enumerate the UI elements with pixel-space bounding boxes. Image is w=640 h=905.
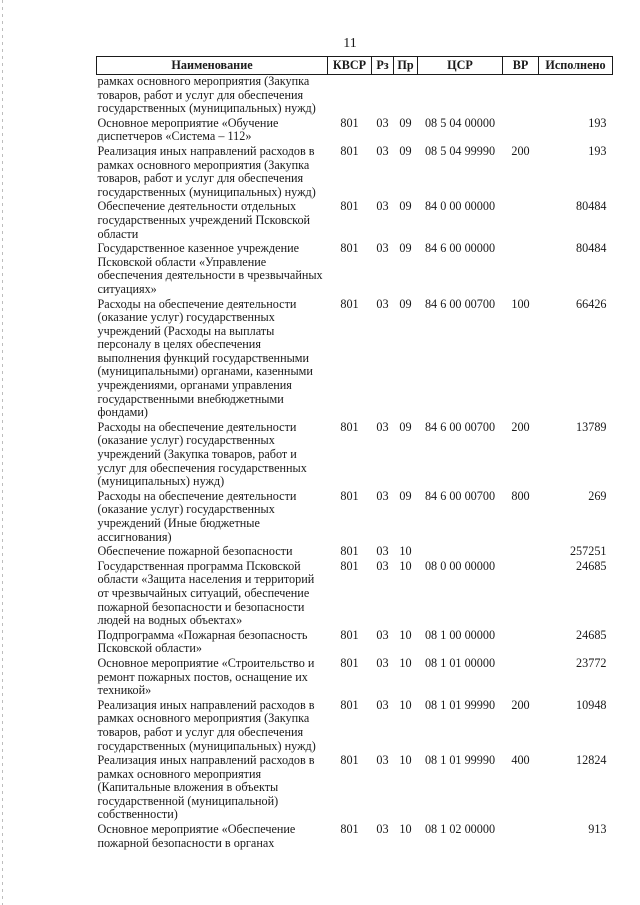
table-row — [97, 754, 613, 823]
cell-pr: 09 — [399, 241, 412, 256]
cell-pr: 10 — [399, 558, 412, 573]
cell-csr: 84 6 00 00700 — [424, 488, 496, 503]
cell-vr: 400 — [511, 753, 530, 768]
cell-name: Основное мероприятие «Строительство и ремонт пожарных постов, оснащение их техникой» — [97, 655, 315, 698]
cell-name: Обеспечение деятельности отдельных государственных учреждений Псковской области — [97, 199, 311, 241]
cell-kvsr — [328, 75, 372, 117]
cell-name: Обеспечение пожарной безопасности — [97, 544, 293, 559]
cell-executed — [539, 75, 613, 117]
cell-csr: 08 1 02 00000 — [424, 822, 496, 837]
cell-vr: 100 — [511, 296, 530, 311]
cell-vr: 800 — [511, 488, 530, 503]
cell-rz — [372, 75, 394, 117]
cell-rz: 03 — [376, 697, 389, 712]
table-row — [97, 117, 613, 145]
cell-rz: 03 — [376, 419, 389, 434]
cell-kvsr: 801 — [340, 655, 359, 670]
cell-csr: 84 6 00 00700 — [424, 296, 496, 311]
cell-csr — [418, 75, 503, 117]
table-row — [97, 657, 613, 699]
cell-vr — [503, 117, 539, 145]
table-row — [97, 75, 613, 117]
cell-vr — [503, 242, 539, 297]
cell-csr: 84 6 00 00700 — [424, 419, 496, 434]
cell-vr — [503, 75, 539, 117]
budget-table — [96, 56, 613, 851]
cell-vr: 200 — [511, 419, 530, 434]
cell-vr: 200 — [511, 143, 530, 158]
table-header-row — [97, 57, 613, 75]
cell-pr: 10 — [399, 753, 412, 768]
cell-vr — [503, 560, 539, 629]
cell-name: Расходы на обеспечение деятельности (оказание услуг) государственных учреждений (Расходы на выплаты персоналу в целях обеспечения выполнения функций государственными (муниципальными) органами, казенными учреждениями, органами управления государственными внебюджетными фондами) — [97, 296, 313, 420]
cell-executed: 23772 — [576, 655, 607, 670]
cell-rz: 03 — [376, 558, 389, 573]
cell-csr: 84 0 00 00000 — [424, 199, 496, 214]
cell-csr: 08 0 00 00000 — [424, 558, 496, 573]
table-row — [97, 421, 613, 490]
cell-pr: 09 — [399, 488, 412, 503]
cell-executed: 193 — [588, 115, 607, 130]
cell-executed: 913 — [588, 822, 607, 837]
cell-vr: 200 — [511, 697, 530, 712]
table-row — [97, 629, 613, 657]
cell-rz: 03 — [376, 143, 389, 158]
cell-kvsr: 801 — [340, 241, 359, 256]
cell-rz: 03 — [376, 115, 389, 130]
cell-kvsr: 801 — [340, 296, 359, 311]
table-row — [97, 545, 613, 560]
cell-pr: 09 — [399, 419, 412, 434]
cell-pr: 10 — [399, 655, 412, 670]
cell-kvsr: 801 — [340, 199, 359, 214]
cell-pr: 10 — [399, 697, 412, 712]
cell-rz: 03 — [376, 655, 389, 670]
cell-executed: 269 — [588, 488, 607, 503]
cell-name: Государственное казенное учреждение Псковской области «Управление обеспечения деятельности в чрезвычайных ситуациях» — [97, 241, 323, 296]
cell-name: Реализация иных направлений расходов в рамках основного мероприятия (Закупка товаров, работ и услуг для обеспечения государственных (муниципальных) нужд) — [97, 697, 316, 753]
cell-rz: 03 — [376, 241, 389, 256]
cell-csr: 84 6 00 00000 — [424, 241, 496, 256]
cell-name: Основное мероприятие «Обучение диспетчеров «Система – 112» — [97, 115, 279, 144]
cell-rz: 03 — [376, 627, 389, 642]
cell-csr: 08 1 01 99990 — [424, 697, 496, 712]
cell-vr — [503, 629, 539, 657]
cell-rz: 03 — [376, 753, 389, 768]
cell-vr — [503, 657, 539, 699]
table-row — [97, 145, 613, 200]
table-row — [97, 560, 613, 629]
header-kvsr: КВСР — [328, 57, 372, 75]
scan-edge — [2, 0, 3, 905]
page-number: 11 — [343, 36, 357, 51]
cell-pr: 09 — [399, 143, 412, 158]
header-pr: Пр — [394, 57, 418, 75]
cell-executed: 66426 — [576, 296, 607, 311]
cell-rz: 03 — [376, 544, 389, 559]
cell-executed: 10948 — [576, 697, 607, 712]
cell-rz: 03 — [376, 488, 389, 503]
cell-name: Расходы на обеспечение деятельности (оказание услуг) государственных учреждений (Закупка товаров, работ и услуг для обеспечения государственных (муниципальных) нужд) — [97, 419, 307, 489]
cell-executed: 80484 — [576, 199, 607, 214]
header-rz: Рз — [372, 57, 394, 75]
table-row — [97, 823, 613, 851]
cell-executed: 13789 — [576, 419, 607, 434]
cell-name: Государственная программа Псковской области «Защита населения и территорий от чрезвычайных ситуаций, обеспечение пожарной безопасности и безопасности людей на водных объектах» — [97, 558, 315, 628]
cell-csr: 08 5 04 99990 — [424, 143, 496, 158]
cell-name: рамках основного мероприятия (Закупка товаров, работ и услуг для обеспечения государственных (муниципальных) нужд) — [97, 74, 316, 116]
cell-csr: 08 1 01 00000 — [424, 655, 496, 670]
cell-kvsr: 801 — [340, 419, 359, 434]
cell-executed: 80484 — [576, 241, 607, 256]
cell-pr: 10 — [399, 822, 412, 837]
cell-kvsr: 801 — [340, 697, 359, 712]
table-row — [97, 242, 613, 297]
cell-rz: 03 — [376, 199, 389, 214]
cell-rz: 03 — [376, 822, 389, 837]
cell-name: Расходы на обеспечение деятельности (оказание услуг) государственных учреждений (Иные бюджетные ассигнования) — [97, 488, 297, 544]
cell-pr: 09 — [399, 199, 412, 214]
table-row — [97, 699, 613, 754]
header-executed: Исполнено — [539, 57, 613, 75]
cell-csr: 08 1 01 99990 — [424, 753, 496, 768]
cell-csr — [418, 545, 503, 560]
cell-executed: 12824 — [576, 753, 607, 768]
cell-kvsr: 801 — [340, 822, 359, 837]
cell-kvsr: 801 — [340, 115, 359, 130]
cell-vr — [503, 200, 539, 242]
cell-pr: 09 — [399, 115, 412, 130]
cell-kvsr: 801 — [340, 544, 359, 559]
cell-kvsr: 801 — [340, 558, 359, 573]
cell-kvsr: 801 — [340, 627, 359, 642]
cell-kvsr: 801 — [340, 753, 359, 768]
table-row — [97, 200, 613, 242]
cell-executed: 257251 — [569, 544, 607, 559]
header-name: Наименование — [97, 57, 328, 75]
cell-name: Основное мероприятие «Обеспечение пожарной безопасности в органах — [97, 822, 296, 850]
cell-name: Реализация иных направлений расходов в рамках основного мероприятия (Закупка товаров, работ и услуг для обеспечения государственных (муниципальных) нужд) — [97, 143, 316, 199]
cell-executed: 24685 — [576, 558, 607, 573]
cell-csr: 08 1 00 00000 — [424, 627, 496, 642]
cell-vr — [503, 823, 539, 851]
table-row — [97, 298, 613, 421]
cell-executed: 193 — [588, 143, 607, 158]
cell-pr: 10 — [399, 544, 412, 559]
table-body — [97, 75, 613, 852]
cell-vr — [503, 545, 539, 560]
cell-kvsr: 801 — [340, 488, 359, 503]
cell-kvsr: 801 — [340, 143, 359, 158]
cell-pr: 10 — [399, 627, 412, 642]
cell-rz: 03 — [376, 296, 389, 311]
cell-csr: 08 5 04 00000 — [424, 115, 496, 130]
cell-pr — [394, 75, 418, 117]
cell-executed: 24685 — [576, 627, 607, 642]
header-csr: ЦСР — [418, 57, 503, 75]
cell-name: Подпрограмма «Пожарная безопасность Псковской области» — [97, 627, 308, 656]
cell-name: Реализация иных направлений расходов в рамках основного мероприятия (Капитальные вложения в объекты государственной (муниципальной) собственности) — [97, 753, 315, 822]
cell-pr: 09 — [399, 296, 412, 311]
table-row — [97, 490, 613, 545]
header-vr: ВР — [503, 57, 539, 75]
